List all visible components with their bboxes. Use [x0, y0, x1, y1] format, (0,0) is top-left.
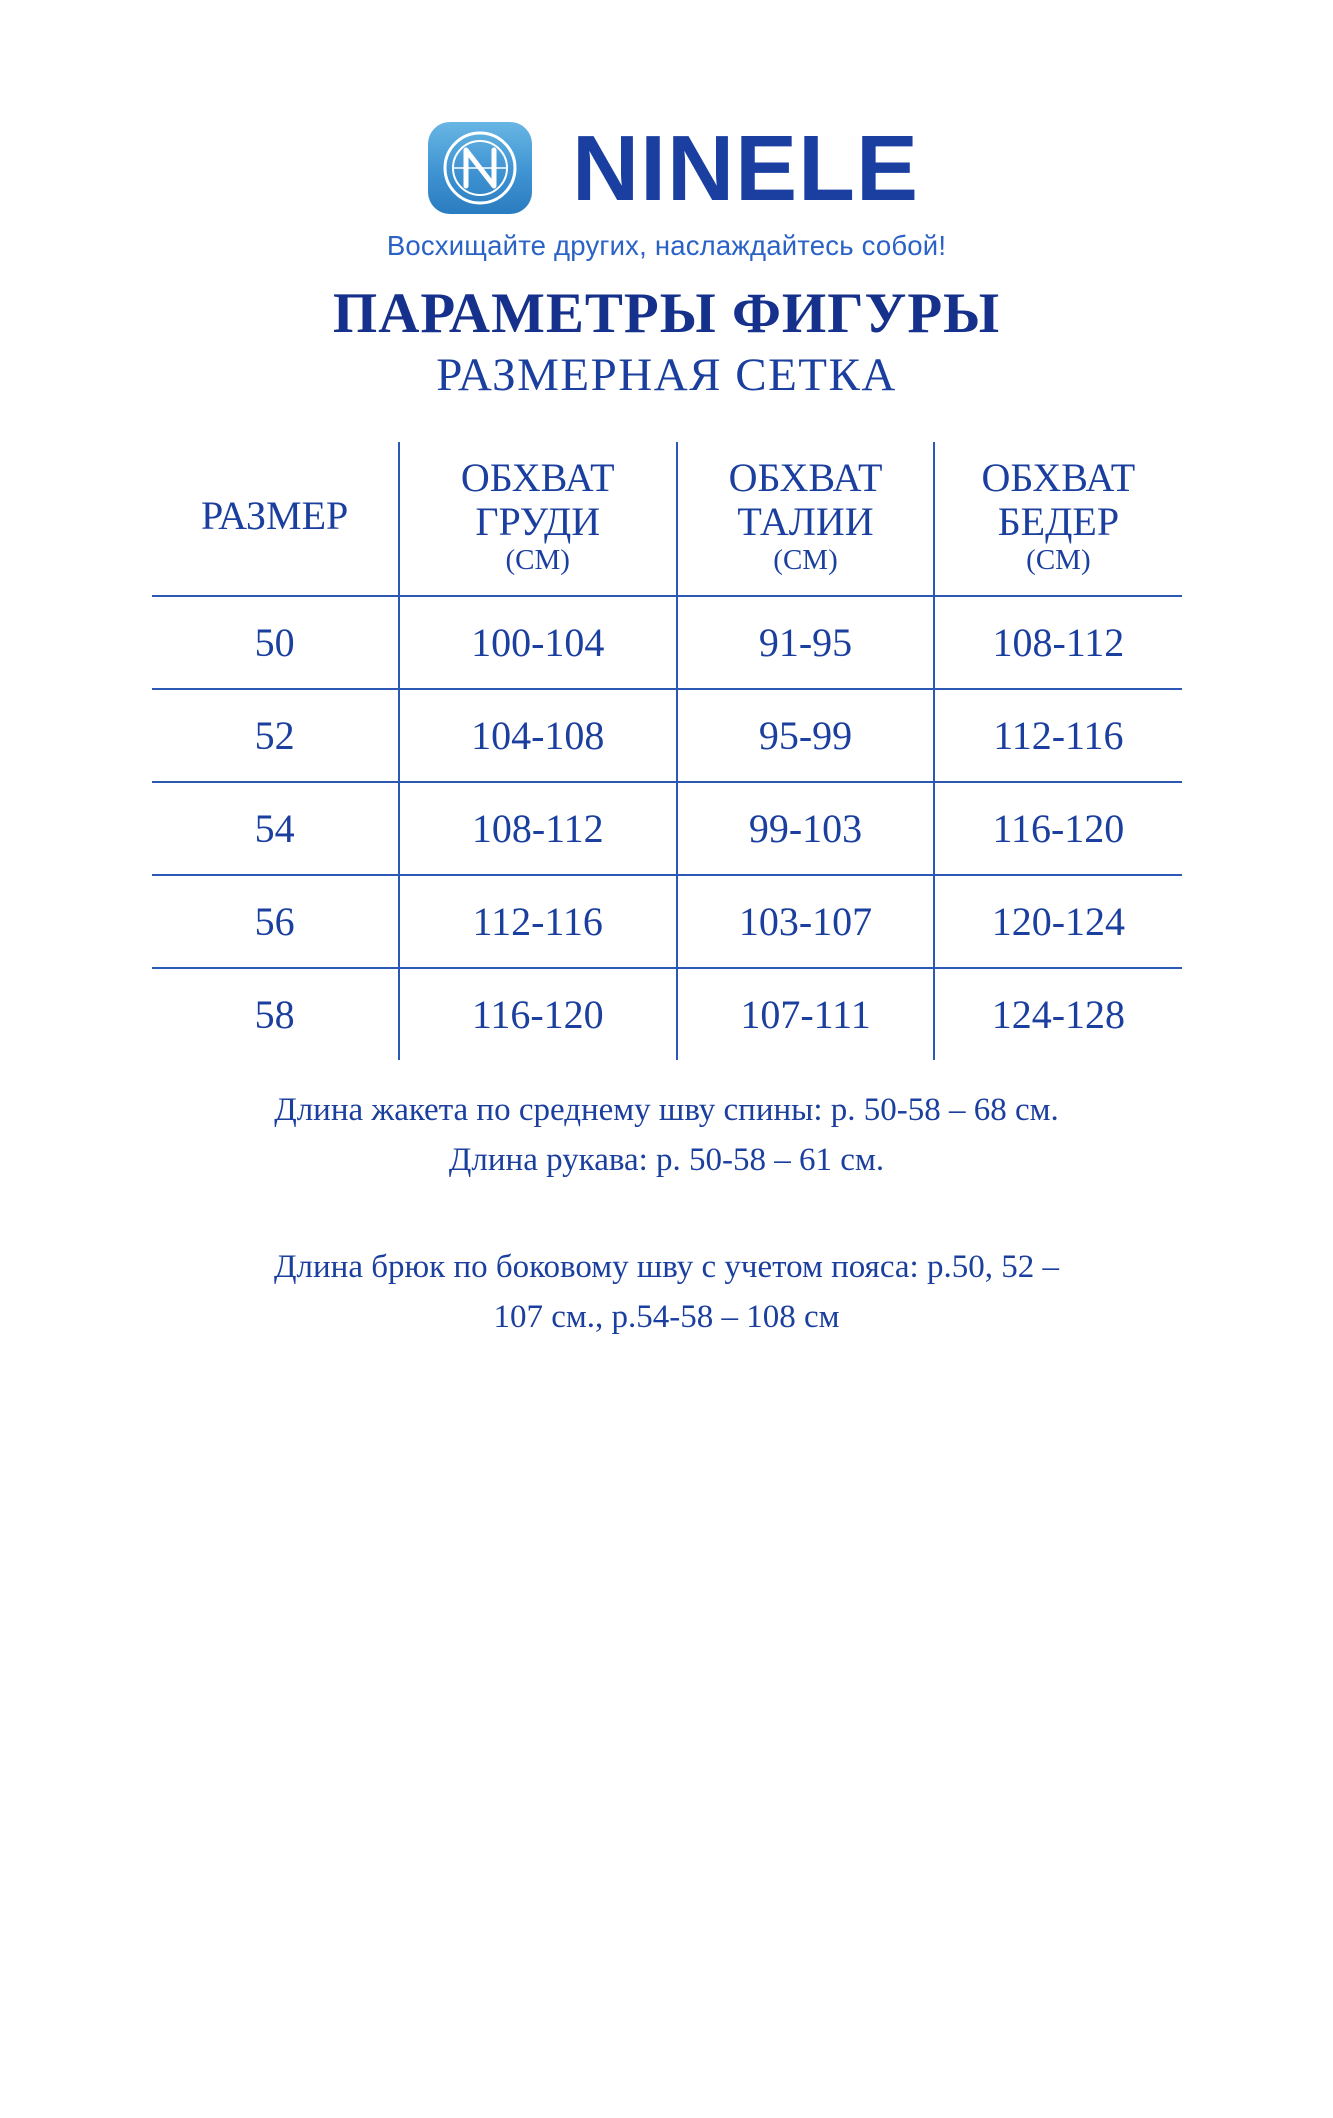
cell-size: 52 [152, 689, 399, 782]
column-header-hip [934, 442, 1181, 596]
column-header-waist-label: ОБХВАТ ТАЛИИ [728, 454, 883, 545]
cell-bust: 112-116 [399, 875, 677, 968]
cell-waist: 103-107 [677, 875, 935, 968]
cell-waist: 107-111 [677, 968, 935, 1060]
page-title: ПАРАМЕТРЫ ФИГУРЫ [332, 282, 1001, 345]
column-header-waist-unit: (СМ) [773, 544, 838, 577]
cell-hip: 108-112 [934, 596, 1181, 689]
column-header-bust-unit: (СМ) [505, 544, 570, 577]
notes-section [0, 1086, 1333, 1342]
column-header-bust [399, 442, 677, 596]
cell-bust: 108-112 [399, 782, 677, 875]
cell-hip: 120-124 [934, 875, 1181, 968]
cell-bust: 116-120 [399, 968, 677, 1060]
size-table [152, 442, 1182, 1060]
brand-header [0, 115, 1333, 262]
cell-waist: 99-103 [677, 782, 935, 875]
note-trousers-length-line2: 107 см., р.54-58 – 108 см [493, 1298, 840, 1335]
table-row [152, 689, 1182, 782]
note-trousers-length-line1: Длина брюк по боковому шву с учетом пояса: р.50, 52 – [274, 1249, 1059, 1286]
cell-hip: 112-116 [934, 689, 1181, 782]
cell-waist: 95-99 [677, 689, 935, 782]
page-subtitle: РАЗМЕРНАЯ СЕТКА [436, 348, 897, 401]
cell-size: 58 [152, 968, 399, 1060]
logo-row [414, 115, 920, 220]
cell-bust: 104-108 [399, 689, 677, 782]
cell-bust: 100-104 [399, 596, 677, 689]
column-header-size [152, 442, 399, 596]
column-header-hip-unit: (СМ) [1026, 544, 1091, 577]
note-sleeve-length: Длина рукава: р. 50-58 – 61 см. [448, 1141, 885, 1178]
brand-tagline: Восхищайте других, наслаждайтесь собой! [386, 230, 947, 261]
table-row [152, 968, 1182, 1060]
ninele-monogram-icon [414, 118, 546, 218]
cell-waist: 91-95 [677, 596, 935, 689]
cell-size: 56 [152, 875, 399, 968]
cell-hip: 116-120 [934, 782, 1181, 875]
cell-size: 50 [152, 596, 399, 689]
note-jacket-length: Длина жакета по среднему шву спины: р. 50-58 – 68 см. [274, 1092, 1059, 1129]
table-header-row [152, 442, 1182, 596]
size-chart-page [0, 115, 1333, 2118]
column-header-bust-label: ОБХВАТ ГРУДИ [460, 454, 615, 545]
table-row [152, 875, 1182, 968]
column-header-size-label: РАЗМЕР [200, 492, 349, 538]
table-row [152, 782, 1182, 875]
brand-wordmark: NINELE [571, 115, 920, 220]
table-row [152, 596, 1182, 689]
cell-size: 54 [152, 782, 399, 875]
column-header-waist [677, 442, 935, 596]
column-header-hip-label: ОБХВАТ БЕДЕР [981, 454, 1136, 545]
cell-hip: 124-128 [991, 992, 1126, 1038]
size-table-wrapper [152, 442, 1182, 1060]
